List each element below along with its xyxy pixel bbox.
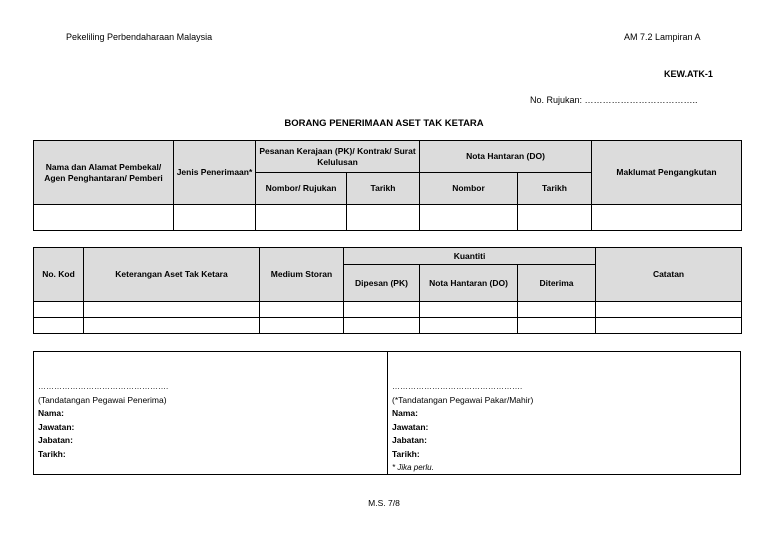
header-nota-hantaran: Nota Hantaran (DO) <box>420 141 592 173</box>
header-do-tarikh: Tarikh <box>518 173 592 205</box>
header-dipesan: Dipesan (PK) <box>344 265 420 302</box>
cell-supplier[interactable] <box>34 205 174 231</box>
cell-dipesan[interactable] <box>344 302 420 318</box>
cell-catatan[interactable] <box>596 302 742 318</box>
cell-no-kod[interactable] <box>34 318 84 334</box>
receiver-signature-caption: (Tandatangan Pegawai Penerima) <box>38 395 167 405</box>
cell-keterangan[interactable] <box>84 302 260 318</box>
header-kuantiti: Kuantiti <box>344 248 596 265</box>
document-source-label: Pekeliling Perbendaharaan Malaysia <box>66 32 213 42</box>
cell-dipesan[interactable] <box>344 318 420 334</box>
cell-pk-nombor[interactable] <box>256 205 347 231</box>
header-medium-storan: Medium Storan <box>260 248 344 302</box>
appendix-label: AM 7.2 Lampiran A <box>624 32 701 42</box>
header-keterangan: Keterangan Aset Tak Ketara <box>84 248 260 302</box>
receiver-department-label: Jabatan: <box>38 435 73 446</box>
cell-maklumat[interactable] <box>592 205 742 231</box>
expert-name-label: Nama: <box>392 408 418 419</box>
expert-signature-panel <box>388 352 740 474</box>
asset-table <box>33 247 742 334</box>
header-pk-nombor: Nombor/ Rujukan <box>256 173 347 205</box>
cell-diterima[interactable] <box>518 302 596 318</box>
signature-line[interactable]: …………………………………………. <box>392 382 523 391</box>
header-maklumat-pengangkutan: Maklumat Pengangkutan <box>592 141 742 205</box>
receiver-name-label: Nama: <box>38 408 64 419</box>
header-catatan: Catatan <box>596 248 742 302</box>
expert-department-label: Jabatan: <box>392 435 427 446</box>
supplier-table <box>33 140 742 231</box>
header-nota-hantaran-qty: Nota Hantaran (DO) <box>420 265 518 302</box>
cell-no-kod[interactable] <box>34 302 84 318</box>
header-no-kod: No. Kod <box>34 248 84 302</box>
cell-catatan[interactable] <box>596 318 742 334</box>
receiver-signature-panel <box>34 352 388 474</box>
header-jenis-penerimaan: Jenis Penerimaan* <box>174 141 256 205</box>
header-pesanan-kerajaan: Pesanan Kerajaan (PK)/ Kontrak/ Surat Kelulusan <box>256 141 420 173</box>
table-row <box>34 205 742 231</box>
signature-box <box>33 351 741 475</box>
table-row <box>34 318 742 334</box>
form-code: KEW.ATK-1 <box>664 69 713 79</box>
cell-pk-tarikh[interactable] <box>347 205 420 231</box>
receiver-date-label: Tarikh: <box>38 448 66 459</box>
table-row <box>34 302 742 318</box>
header-do-nombor: Nombor <box>420 173 518 205</box>
page-number: M.S. 7/8 <box>368 498 400 508</box>
cell-medium[interactable] <box>260 318 344 334</box>
expert-date-label: Tarikh: <box>392 448 420 459</box>
signature-line[interactable]: …………………………………………. <box>38 382 169 391</box>
cell-medium[interactable] <box>260 302 344 318</box>
cell-do-nombor[interactable] <box>420 205 518 231</box>
footnote-if-needed: * Jika perlu. <box>392 463 434 473</box>
header-pk-tarikh: Tarikh <box>347 173 420 205</box>
cell-jenis[interactable] <box>174 205 256 231</box>
header-diterima: Diterima <box>518 265 596 302</box>
cell-nota[interactable] <box>420 318 518 334</box>
header-supplier: Nama dan Alamat Pembekal/ Agen Penghantaran/ Pemberi <box>34 141 174 205</box>
cell-do-tarikh[interactable] <box>518 205 592 231</box>
cell-nota[interactable] <box>420 302 518 318</box>
cell-keterangan[interactable] <box>84 318 260 334</box>
expert-position-label: Jawatan: <box>392 421 429 432</box>
reference-number-field: No. Rujukan: ……………………………….. <box>530 95 698 105</box>
expert-signature-caption: (*Tandatangan Pegawai Pakar/Mahir) <box>392 395 534 405</box>
form-title: BORANG PENERIMAAN ASET TAK KETARA <box>284 118 484 129</box>
receiver-position-label: Jawatan: <box>38 421 75 432</box>
cell-diterima[interactable] <box>518 318 596 334</box>
